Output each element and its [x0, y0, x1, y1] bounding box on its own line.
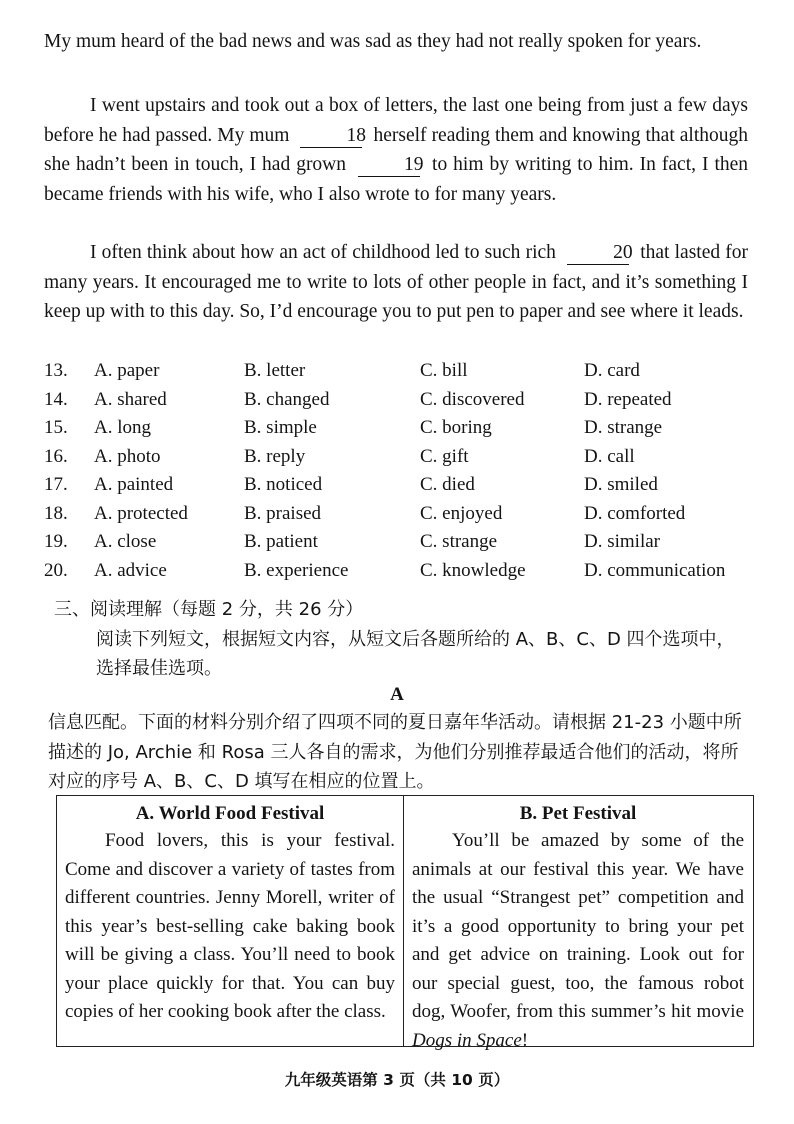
option-d: D. call — [584, 445, 635, 467]
option-b: B. simple — [244, 417, 317, 438]
blank-20: 20 — [567, 242, 629, 265]
passage-paragraph-3 — [44, 238, 748, 327]
festival-cell-a — [57, 796, 404, 1046]
festival-description: Food lovers, this is your festival. Come and discover a variety of tastes from different countries. Jenny Morell, writer of this year’s best-selling cake baking book will be giving a class. You’ll need to book your place quickly for that. You can buy copies of her cooking book after the class. — [65, 830, 395, 1022]
option-row-17 — [44, 471, 754, 500]
option-d: D. strange — [584, 417, 663, 438]
option-row-16 — [44, 443, 754, 472]
option-d: D. repeated — [584, 388, 672, 410]
paragraph-text: herself reading them and knowing that although she hadn’t been in touch, I had grown — [44, 124, 748, 175]
option-a: A. painted — [94, 474, 174, 495]
option-row-15 — [44, 414, 754, 443]
question-number: 20. — [44, 559, 68, 581]
option-a: A. photo — [94, 445, 161, 467]
festival-cell-b — [404, 796, 752, 1051]
option-b: B. patient — [244, 531, 318, 552]
description-text: You’ll be amazed by some of the animals at our festival this year. We have the usual “Strangest pet” competition and it’s a good opportunity to bring your pet and get advice on training. Look out for our special guest, too, the famous robot dog, Woofer, from this summer’s hit movie — [412, 830, 744, 1022]
festival-title: B. Pet Festival — [519, 803, 637, 824]
option-b: B. noticed — [244, 474, 323, 495]
blank-18: 18 — [300, 125, 362, 148]
section-instruction: 阅读下列短文，根据短文内容，从短文后各题所给的 A、B、C、D 四个选项中，选择最佳选项。 — [96, 629, 735, 679]
option-row-18 — [44, 500, 754, 529]
option-c: C. knowledge — [420, 559, 526, 581]
option-row-20 — [44, 557, 754, 586]
option-c: C. discovered — [420, 388, 525, 410]
option-row-14 — [44, 386, 754, 415]
option-row-13 — [44, 357, 754, 386]
option-a: A. close — [94, 531, 157, 552]
paragraph-text: My mum heard of the bad news and was sad as they had not really spoken for years. — [44, 31, 702, 52]
blank-19: 19 — [358, 154, 420, 177]
matching-instruction: 信息匹配。下面的材料分别介绍了四项不同的夏日嘉年华活动。请根据 21-23 小题中所描述的 Jo, Archie 和 Rosa 三人各自的需求，为他们分别推荐最适合他们的活动，将所对应的序号 A、B、C、D 填写在相应的位置上。 — [48, 712, 742, 792]
question-number: 16. — [44, 445, 68, 467]
option-a: A. paper — [94, 360, 160, 381]
festival-description — [412, 827, 744, 1055]
answer-options — [44, 357, 754, 585]
question-number: 14. — [44, 388, 68, 410]
paragraph-text: that lasted for many years. It encouraged me to write to lots of other people in fact, and it’s something I keep up with to this day. So, I’d encourage you to put pen to paper and see where it leads. — [44, 242, 749, 322]
part-title: A — [390, 684, 404, 705]
option-d: D. comforted — [584, 502, 686, 524]
question-number: 17. — [44, 474, 68, 495]
option-c: C. died — [420, 474, 475, 495]
option-b: B. changed — [244, 388, 330, 410]
option-c: C. boring — [420, 417, 492, 438]
option-c: C. bill — [420, 360, 468, 381]
passage-paragraph-1 — [44, 27, 748, 57]
paragraph-text: to him by writing to him. In fact, I then became friends with his wife, who I also wrote to for many years. — [44, 154, 749, 205]
question-number: 19. — [44, 531, 68, 552]
paragraph-text: I often think about how an act of childhood led to such rich — [90, 242, 556, 263]
description-end: ! — [521, 1029, 529, 1051]
passage-paragraph-2 — [44, 91, 748, 209]
option-a: A. advice — [94, 559, 167, 581]
option-d: D. communication — [584, 559, 726, 581]
option-row-19 — [44, 528, 754, 557]
movie-title: Dogs in Space — [412, 1029, 522, 1051]
page-number-text: 九年级英语第 3 页（共 10 页） — [284, 1071, 510, 1089]
option-d: D. similar — [584, 531, 660, 552]
option-d: D. card — [584, 360, 640, 381]
option-a: A. protected — [94, 502, 188, 524]
option-c: C. enjoyed — [420, 502, 503, 524]
page-footer — [0, 1068, 794, 1090]
option-d: D. smiled — [584, 474, 658, 495]
question-number: 15. — [44, 417, 68, 438]
festival-title: A. World Food Festival — [135, 803, 325, 824]
option-b: B. experience — [244, 559, 349, 581]
option-b: B. letter — [244, 360, 306, 381]
option-c: C. strange — [420, 531, 498, 552]
question-number: 18. — [44, 502, 68, 524]
option-a: A. long — [94, 417, 151, 438]
festival-table — [56, 795, 754, 1051]
section-heading: 三、阅读理解（每题 2 分，共 26 分） — [54, 599, 364, 620]
option-b: B. praised — [244, 502, 322, 524]
option-c: C. gift — [420, 445, 469, 467]
option-b: B. reply — [244, 445, 306, 467]
option-a: A. shared — [94, 388, 167, 410]
paragraph-text: I went upstairs and took out a box of letters, the last one being from just a few days before he had passed. My mum — [44, 95, 748, 146]
question-number: 13. — [44, 360, 68, 381]
